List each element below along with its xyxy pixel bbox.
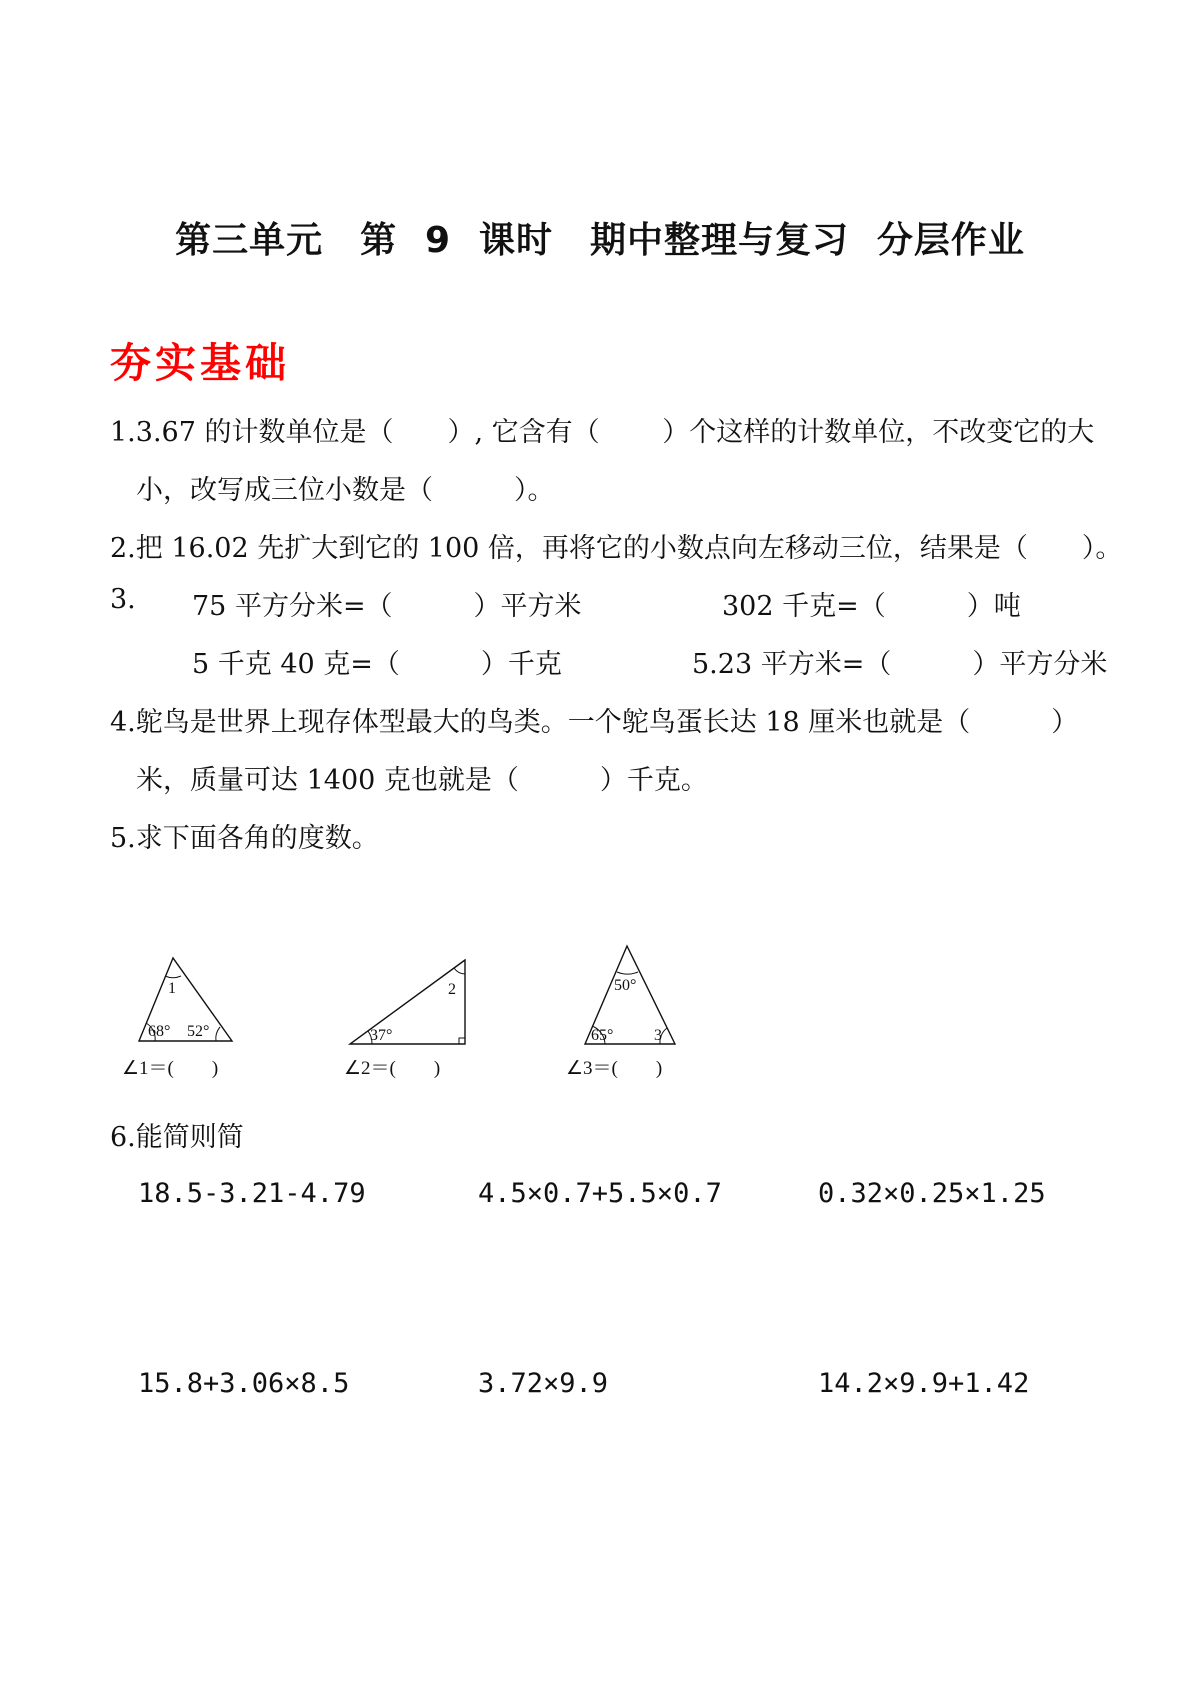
- triangle-1-answer: ∠1＝( ): [122, 1058, 219, 1079]
- question-1-line-1: 1.3.67 的计数单位是（ ）, 它含有（ ）个这样的计数单位，不改变它的大: [110, 417, 1095, 448]
- question-3-number: 3.: [110, 584, 136, 615]
- triangle-1-apex-arc: [165, 976, 181, 978]
- section-heading: 夯实基础: [110, 339, 290, 387]
- triangle-2-label-angle2: 2: [448, 981, 456, 998]
- triangle-3-apex-arc: [617, 972, 638, 974]
- triangle-3-answer: ∠3＝( ): [566, 1058, 663, 1079]
- page-title: 第三单元 第 9 课时 期中整理与复习 分层作业: [175, 220, 1025, 261]
- triangle-3-label-50: 50°: [614, 977, 637, 994]
- expression-5: 3.72×9.9: [478, 1368, 609, 1399]
- question-2-line-1: 2.把 16.02 先扩大到它的 100 倍，再将它的小数点向左移动三位，结果是（ ）。: [110, 533, 1123, 564]
- question-5-line-1: 5.求下面各角的度数。: [110, 823, 379, 854]
- triangle-2-label-37: 37°: [370, 1027, 393, 1044]
- question-6-line-1: 6.能简则简: [110, 1122, 244, 1153]
- expression-6: 14.2×9.9+1.42: [818, 1368, 1030, 1399]
- question-3-item-d: 5.23 平方米=（ ）平方分米: [692, 649, 1108, 680]
- question-3-item-c: 5 千克 40 克=（ ）千克: [192, 649, 562, 680]
- right-angle-mark: [459, 1038, 465, 1044]
- expression-1: 18.5-3.21-4.79: [138, 1178, 366, 1209]
- question-3-item-a: 75 平方分米=（ ）平方米: [192, 591, 582, 622]
- triangle-2-apex-arc: [454, 968, 465, 974]
- triangle-3-label-angle3: 3: [654, 1027, 662, 1044]
- triangle-2-outline: [350, 960, 465, 1044]
- question-4-line-2: 米，质量可达 1400 克也就是（ ）千克。: [136, 765, 708, 796]
- triangle-3: [566, 946, 675, 1079]
- question-3-item-b: 302 千克=（ ）吨: [722, 591, 1021, 622]
- expression-3: 0.32×0.25×1.25: [818, 1178, 1046, 1209]
- triangle-3-label-65: 65°: [591, 1027, 614, 1044]
- question-4-line-1: 4.鸵鸟是世界上现存体型最大的鸟类。一个鸵鸟蛋长达 18 厘米也就是（ ）: [110, 707, 1079, 738]
- question-1-line-2: 小，改写成三位小数是（ ）。: [136, 475, 555, 506]
- triangle-1-right-arc: [216, 1027, 220, 1041]
- triangle-1-label-angle1: 1: [168, 980, 176, 997]
- triangle-1: [122, 958, 232, 1079]
- triangle-1-label-52: 52°: [187, 1023, 210, 1040]
- triangle-1-label-68: 68°: [148, 1023, 171, 1040]
- expression-4: 15.8+3.06×8.5: [138, 1368, 350, 1399]
- triangle-2-answer: ∠2＝( ): [344, 1058, 441, 1079]
- triangle-2: [344, 960, 465, 1079]
- expression-2: 4.5×0.7+5.5×0.7: [478, 1178, 722, 1209]
